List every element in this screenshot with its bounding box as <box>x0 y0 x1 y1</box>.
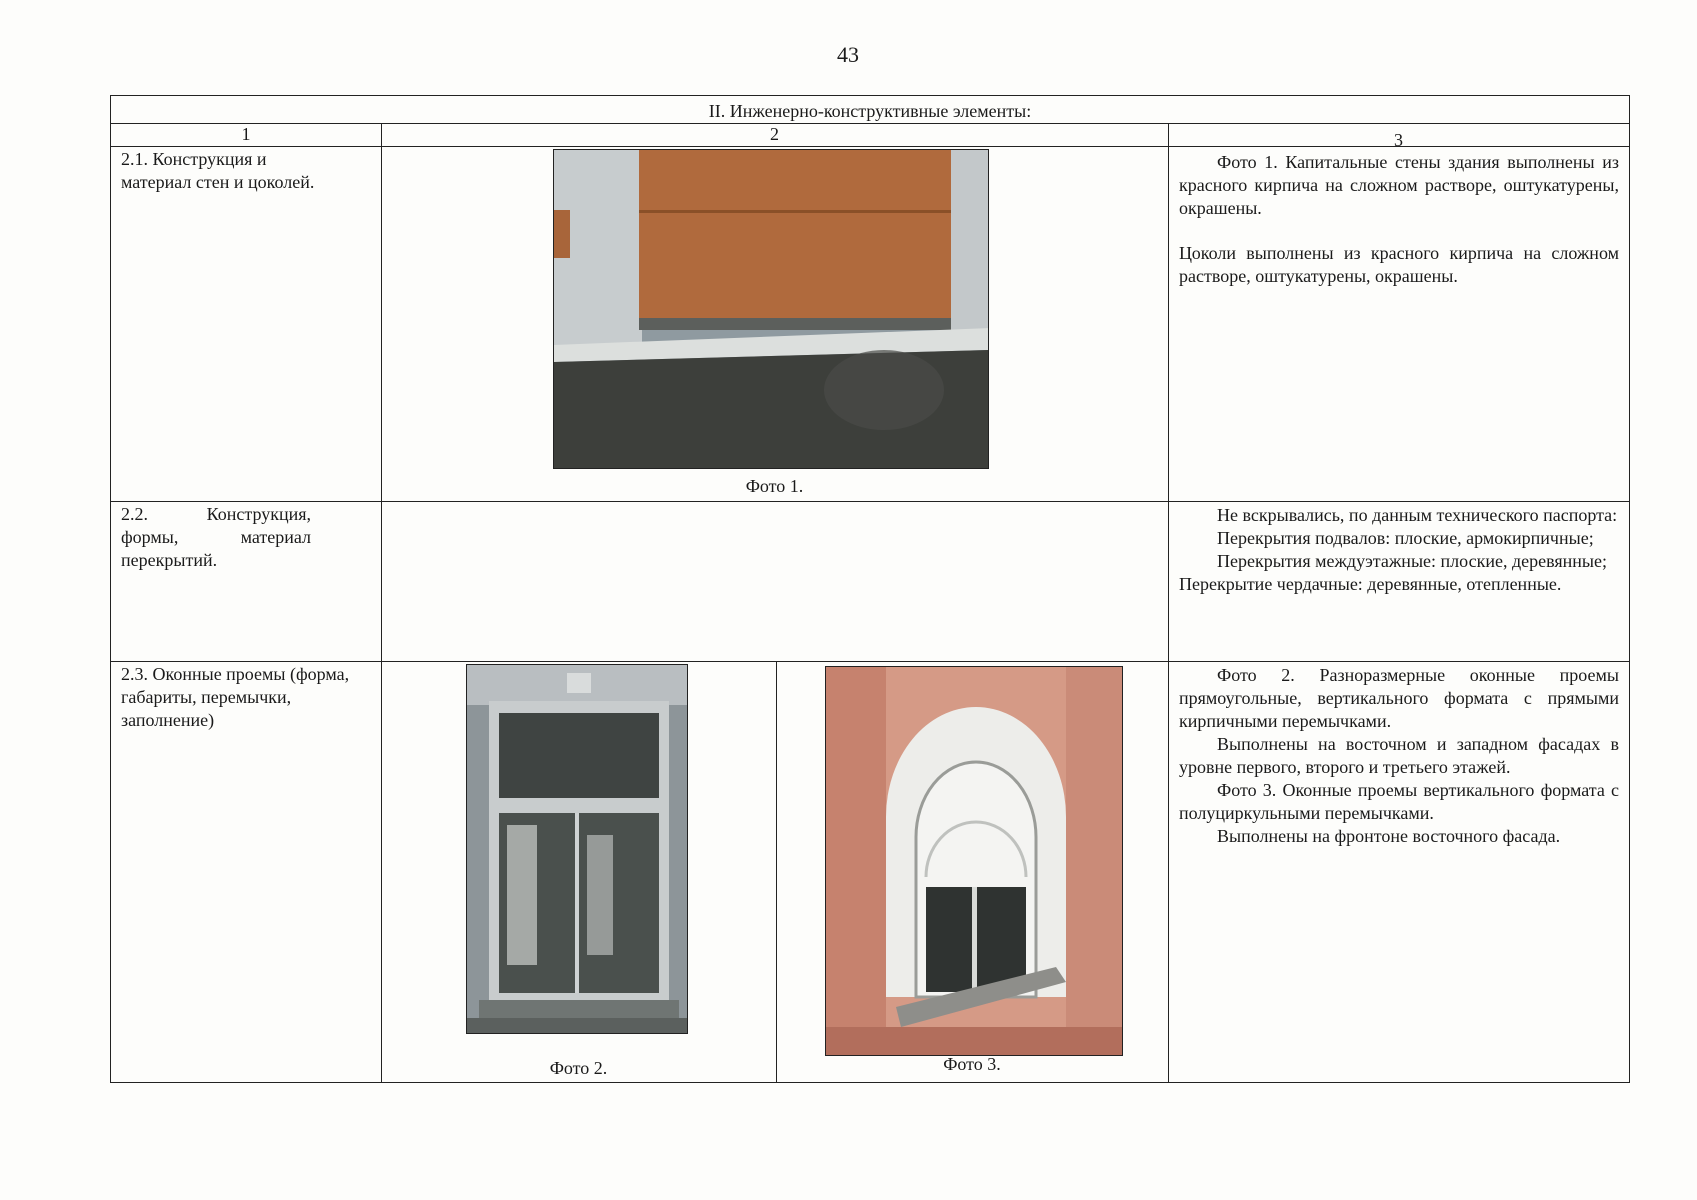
windows-description <box>1179 664 1619 848</box>
row-label-floors: 2.2. Конструкция, формы, материал перекрытий. <box>121 504 311 570</box>
column-header-1: 1 <box>241 124 251 144</box>
photo-1-caption: Фото 1. <box>745 476 804 496</box>
row-label-windows: 2.3. Оконные проемы (форма, габариты, перемычки, заполнение) <box>121 664 350 730</box>
rectangular-window-image <box>467 665 688 1034</box>
floors-description-p3: Перекрытия междуэтажные: плоские, деревянные; <box>1217 551 1607 571</box>
row-label-walls: 2.1. Конструкция и материал стен и цоколей. <box>121 149 315 192</box>
photo-1-walls <box>553 149 989 469</box>
wall-photo-image <box>554 150 989 469</box>
windows-description-p4: Выполнены на фронтоне восточного фасада. <box>1217 826 1561 846</box>
photo-2-rectangular-window <box>466 664 688 1034</box>
walls-description-p1: Фото 1. Капитальные стены здания выполнены из красного кирпича на сложном растворе, оштукатурены, окрашены. <box>1179 152 1619 218</box>
arched-window-image <box>826 667 1123 1056</box>
page-number: 43 <box>837 42 859 67</box>
walls-description <box>1179 151 1619 288</box>
photo-3-arched-window <box>825 666 1123 1056</box>
engineering-elements-table <box>110 95 1630 1083</box>
floors-description-p4: Перекрытие чердачные: деревянные, отепленные. <box>1179 574 1562 594</box>
floors-description-p2: Перекрытия подвалов: плоские, армокирпичные; <box>1217 528 1594 548</box>
column-header-3: 3 <box>1394 130 1403 150</box>
section-title: II. Инженерно-конструктивные элементы: <box>708 101 1032 121</box>
floors-description-p1: Не вскрывались, по данным технического паспорта: <box>1217 505 1618 525</box>
floors-description <box>1179 504 1619 596</box>
windows-description-p1: Фото 2. Разноразмерные оконные проемы прямоугольные, вертикального формата с прямыми кирпичными перемычками. <box>1179 665 1619 731</box>
photo-2-caption: Фото 2. <box>549 1058 608 1078</box>
photo-3-caption: Фото 3. <box>943 1054 1001 1074</box>
walls-description-p2: Цоколи выполнены из красного кирпича на сложном растворе, оштукатурены, окрашены. <box>1179 243 1619 286</box>
column-header-2: 2 <box>770 124 779 144</box>
windows-description-p3: Фото 3. Оконные проемы вертикального формата с полуциркульными перемычками. <box>1179 780 1619 823</box>
windows-description-p2: Выполнены на восточном и западном фасадах в уровне первого, второго и третьего этажей. <box>1179 734 1619 777</box>
